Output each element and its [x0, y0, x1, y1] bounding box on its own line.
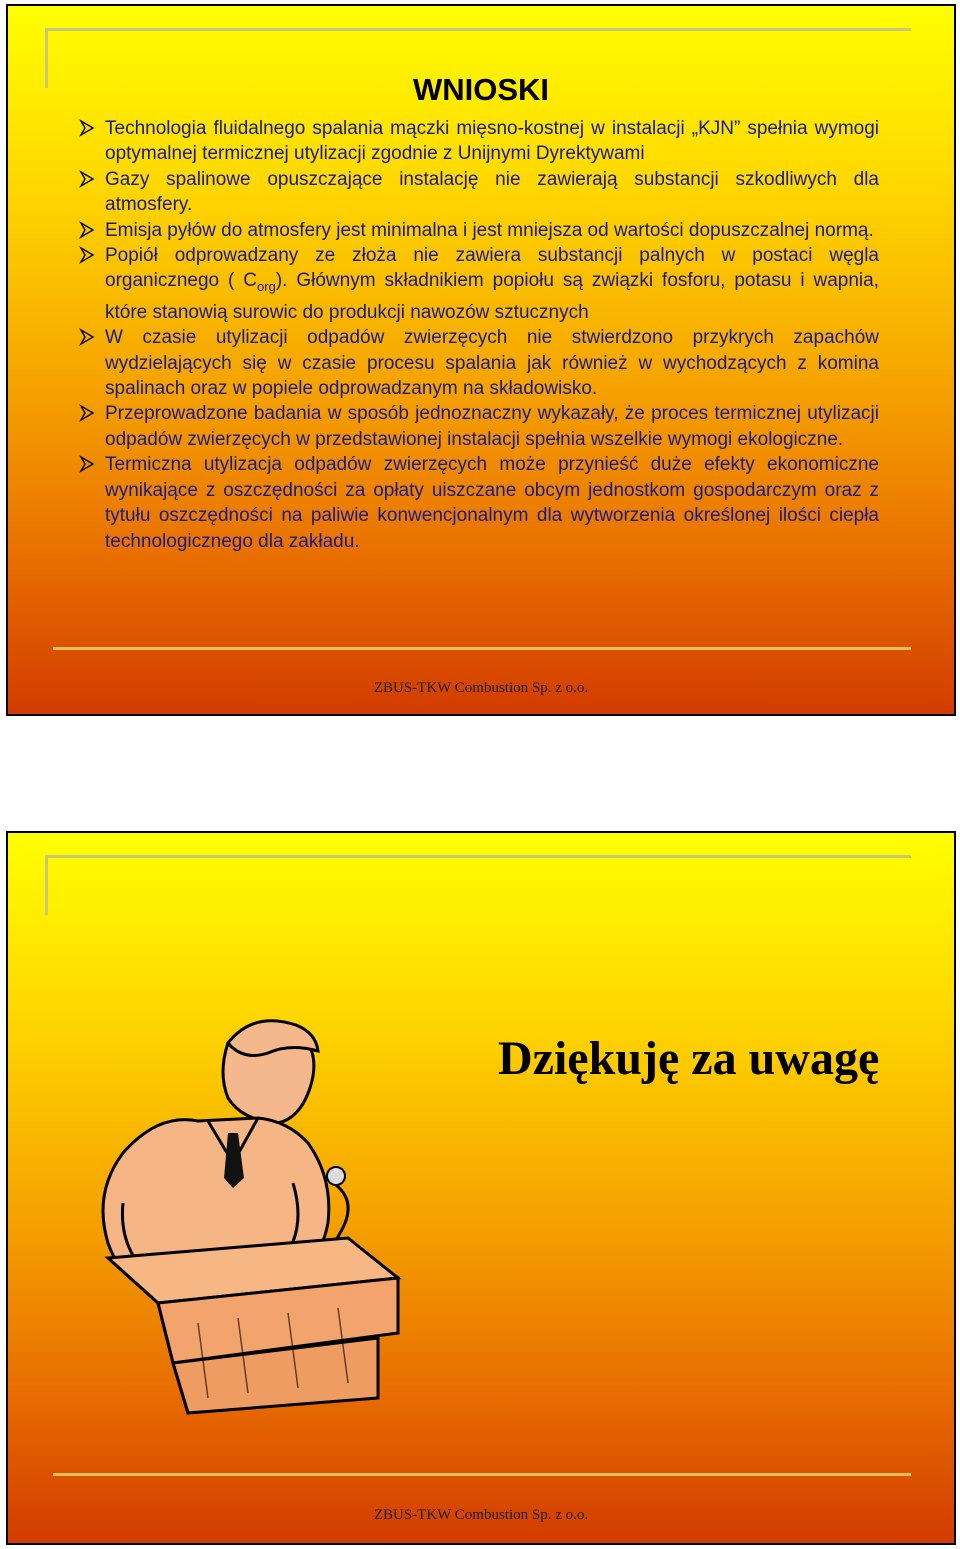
arrow-bullet-icon	[79, 455, 95, 473]
list-item-text: Popiół odprowadzany ze złoża nie zawiera substancji palnych w postaci węgla organicznego ( $C_{org}$). Głównym składnikiem popiołu są związki fosforu, potasu i wapnia, które stanowią surowic do produkcji nawozów sztucznych	[105, 245, 879, 323]
slide-thank-you	[6, 831, 956, 1545]
list-item	[105, 116, 879, 167]
list-item-text: Termiczna utylizacja odpadów zwierzęcych może przynieść duże efekty ekonomiczne wynikające z oszczędności za opłaty uiszczane obcym jednostkom gospodarczym oraz z tytułu oszczędności na paliwie konwencjonalnym dla wytworzenia określonej ilości ciepła technologicznego dla zakładu.	[105, 454, 879, 552]
list-item-text: Przeprowadzone badania w sposób jednoznaczny wykazały, że proces termicznej utylizacji odpadów zwierzęcych w przedstawionej instalacji spełnia wszelkie wymogi ekologiczne.	[105, 403, 879, 450]
arrow-bullet-icon	[79, 221, 95, 239]
list-item	[105, 401, 879, 452]
list-item	[105, 243, 879, 325]
list-item-text: Technologia fluidalnego spalania mączki mięsno-kostnej w instalacji „KJN” spełnia wymogi optymalnej termicznej utylizacji zgodnie z Unijnymi Dyrektywami	[105, 118, 879, 165]
arrow-bullet-icon	[79, 328, 95, 346]
slide-footer: ZBUS-TKW Combustion Sp. z o.o.	[373, 1507, 589, 1523]
list-item	[105, 218, 879, 243]
decorative-line-top	[45, 855, 911, 858]
speaker-at-lectern-icon	[78, 1003, 438, 1423]
list-item	[105, 452, 879, 554]
arrow-bullet-icon	[79, 246, 95, 264]
list-item-text: Gazy spalinowe opuszczające instalację nie zawierają substancji szkodliwych dla atmosfery.	[105, 168, 879, 216]
list-item	[105, 325, 879, 401]
thank-you-heading: Dziękuję za uwagę	[498, 1032, 880, 1085]
decorative-line-top	[45, 28, 911, 31]
arrow-bullet-icon	[79, 119, 95, 137]
arrow-bullet-icon	[79, 404, 95, 422]
slide-title: WNIOSKI	[412, 72, 550, 107]
slide-conclusions	[6, 4, 956, 716]
list-item-text: Emisja pyłów do atmosfery jest minimalna i jest mniejsza od wartości dopuszczalnej normą.	[105, 219, 874, 241]
decorative-line-bottom	[53, 647, 911, 650]
list-item-text: W czasie utylizacji odpadów zwierzęcych nie stwierdzono przykrych zapachów wydzielających się w czasie procesu spalania jak również w wychodzących z komina spalinach oraz w popiele odprowadzanym na składowisko.	[105, 327, 879, 400]
arrow-bullet-icon	[79, 170, 95, 188]
list-item	[105, 167, 879, 218]
decorative-line-bottom	[53, 1473, 911, 1476]
subscript-org: org	[257, 279, 276, 295]
decorative-line-left	[45, 855, 48, 915]
conclusions-list	[105, 116, 879, 554]
slide-footer: ZBUS-TKW Combustion Sp. z o.o.	[373, 680, 589, 696]
